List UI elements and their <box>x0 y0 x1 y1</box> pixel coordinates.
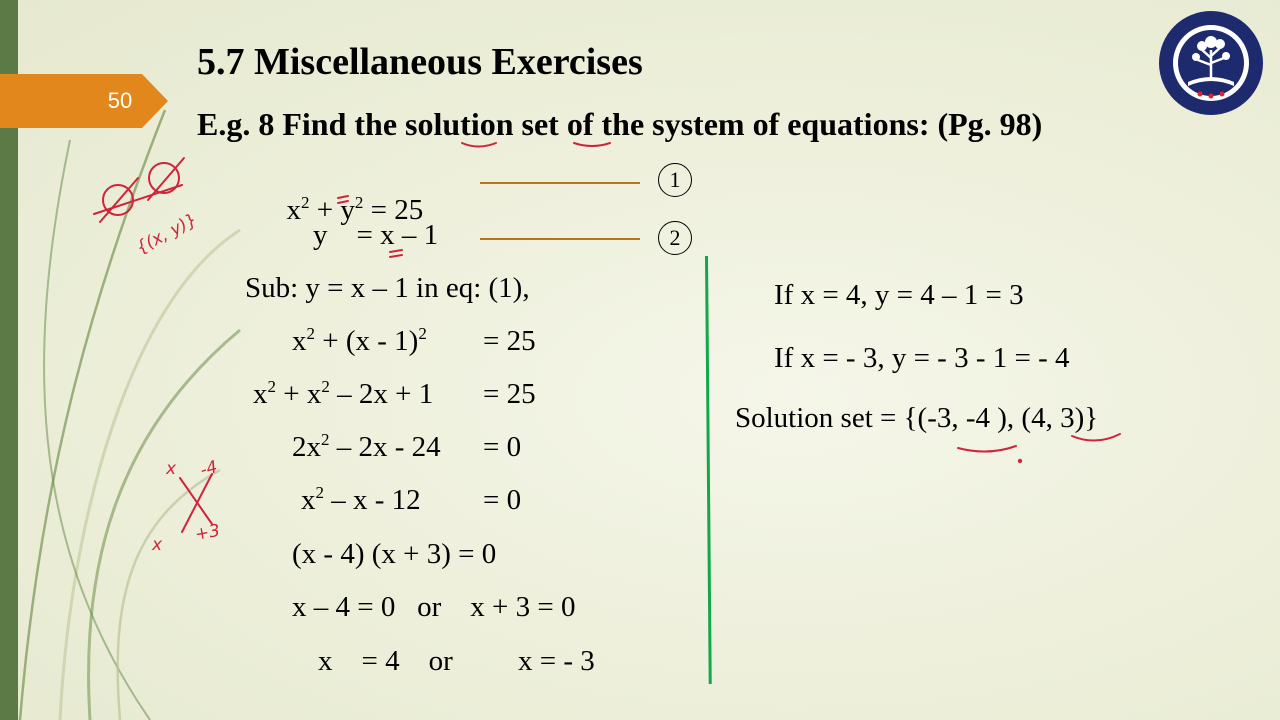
page-number-tab <box>0 74 168 128</box>
case-x-equals-4: If x = 4, y = 4 – 1 = 3 <box>774 279 1024 311</box>
slide-subtitle: E.g. 8 Find the solution set of the system of equations: (Pg. 98) <box>197 106 1043 142</box>
case-x-equals-minus-3: If x = - 3, y = - 3 - 1 = - 4 <box>774 342 1070 374</box>
equation-2-leader-line <box>480 238 640 240</box>
solution-set: Solution set = {(-3, -4 ), (4, 3)} <box>735 402 1099 434</box>
annotation-set-notation: {(x, y)} <box>132 209 201 259</box>
annotation-x-bottom: x <box>152 535 163 555</box>
step-3-rhs: = 0 <box>483 431 522 463</box>
step-3-lhs: $2x^2 - 2x - 24$ <box>292 430 441 463</box>
annotation-minus-4: -4 <box>198 457 220 481</box>
equation-1: $x^2 + y^2 = 25$ <box>286 193 424 226</box>
annotation-x-top: x <box>166 459 177 479</box>
step-2-lhs: $x^2 + x^2 - 2x + 1$ <box>253 377 434 410</box>
step-7-roots: x = 4 or x = - 3 <box>318 645 595 677</box>
equation-1-label: 1 <box>658 163 692 197</box>
substitution-step: Sub: y = x – 1 in eq: (1), <box>245 272 530 304</box>
annotation-plus-3: +3 <box>193 520 222 545</box>
step-2-rhs: = 25 <box>483 378 536 410</box>
step-5-factored: (x - 4) (x + 3) = 0 <box>292 538 497 570</box>
equation-1-leader-line <box>480 182 640 184</box>
equation-2: y = x – 1 <box>313 219 439 251</box>
step-6-zero-product: x – 4 = 0 or x + 3 = 0 <box>292 591 576 623</box>
university-logo <box>1158 10 1264 116</box>
slide-title: 5.7 Miscellaneous Exercises <box>197 41 643 83</box>
page-number: 50 <box>107 88 133 113</box>
equation-2-label: 2 <box>658 221 692 255</box>
column-divider <box>705 256 712 684</box>
step-1-lhs: $x^2 + (x - 1)^2$ <box>292 324 427 357</box>
step-4-rhs: = 0 <box>483 484 522 516</box>
step-4-lhs: $x^2$ – x - 12 <box>301 483 421 516</box>
step-1-rhs: = 25 <box>483 325 536 357</box>
